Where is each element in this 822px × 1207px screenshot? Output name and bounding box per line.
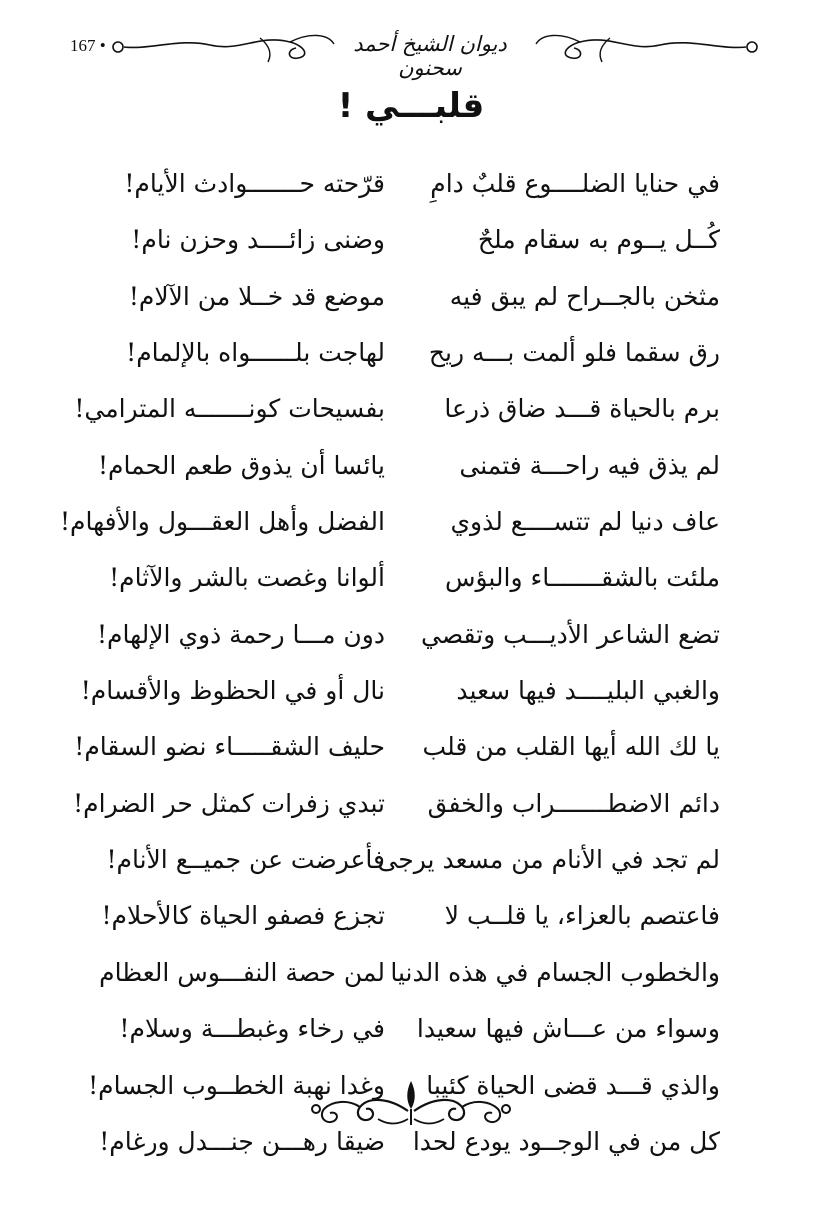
verse-second-hemistich: ألوانا وغصت بالشر والآثام! [109,563,385,593]
end-ornament-icon [308,1075,514,1135]
verse-second-hemistich: دون مـــا رحمة ذوي الإلهام! [97,619,385,649]
verse-second-hemistich: في رخاء وغبطـــة وسلام! [119,1014,385,1044]
verse-second-hemistich: نال أو في الحظوظ والأقسام! [80,676,385,706]
verse [74,387,720,443]
verse-second-hemistich: حليف الشقـــــاء نضو السقام! [74,732,385,762]
verse-second-hemistich: وضنى زائــــد وحزن نام! [131,225,385,255]
verse-second-hemistich: بفسيحات كونـــــــه المترامي! [74,394,385,424]
verse-second-hemistich: يائسا أن يذوق طعم الحمام! [98,450,385,480]
poem-title: قلبـــي ! [337,86,485,126]
verse-first-hemistich: كُــل يــوم به سقام ملحٌ [477,225,720,255]
verse [80,669,720,725]
running-title: ديوان الشيخ أحمد سحنون [353,32,507,80]
verse [108,162,720,218]
verse-second-hemistich: فأعرضت عن جميــع الأنام! [106,845,385,875]
verse-second-hemistich: تجزع فصفو الحياة كالأحلام! [101,901,385,931]
verse [98,444,720,500]
verse-second-hemistich: موضع قد خــلا من الآلام! [128,281,385,311]
verse-first-hemistich: تضع الشاعر الأديـــب وتقصي [421,619,720,649]
verse-first-hemistich: ملئت بالشقـــــــاء والبؤس [444,563,720,593]
verse-first-hemistich: في حنايا الضلــــوع قلبٌ دامِ [430,169,720,198]
verse-second-hemistich: وغدا نهبة الخطــوب الجسام! [88,1070,385,1100]
verse [101,894,720,950]
verse-first-hemistich: لم تجد في الأنام من مسعد يرجى [377,845,720,875]
verse [108,218,720,274]
page-number: 167 • [70,36,106,55]
flourish-left-icon [110,28,340,68]
page-header [70,28,760,80]
verse [108,1007,720,1063]
verse [108,838,720,894]
flourish-right-icon [530,28,760,68]
verse-first-hemistich: عاف دنيا لم تتســــع لذوي [450,507,720,537]
verse [59,500,720,556]
verse [74,725,720,781]
verse [73,782,720,838]
verse-second-hemistich: قرّحته حـــــــوادث الأيام! [124,169,385,198]
verse [108,556,720,612]
verse-second-hemistich: تبدي زفرات كمثل حر الضرام! [73,788,385,818]
verse-second-hemistich: لمن حصة النفـــوس العظام [99,957,385,987]
verse [108,275,720,331]
verse-first-hemistich: والذي قـــد قضى الحياة كئيبا [426,1070,720,1100]
verse-first-hemistich: كل من في الوجــود يودع لحدا [412,1126,720,1156]
verse [99,951,720,1007]
verse-first-hemistich: برم بالحياة قـــد ضاق ذرعا [444,394,720,424]
verse [108,331,720,387]
verse-first-hemistich: وسواء من عـــاش فيها سعيدا [416,1014,720,1044]
verse-first-hemistich: والغبي البليــــد فيها سعيد [456,676,720,706]
verse-first-hemistich: دائم الاضطـــــــراب والخفق [427,788,720,818]
verse-second-hemistich: لهاجت بلــــــواه بالإلمام! [126,338,385,368]
verse-second-hemistich: الفضل وأهل العقـــول والأفهام! [59,507,385,537]
verse [97,613,720,669]
verse-second-hemistich: ضيقا رهـــن جنـــدل ورغام! [99,1126,385,1156]
verse-first-hemistich: يا لك الله أيها القلب من قلب [422,732,720,762]
verse-first-hemistich: رق سقما فلو ألمت بـــه ريح [428,338,720,368]
verse-first-hemistich: مثخن بالجــراح لم يبق فيه [449,281,720,311]
verse-first-hemistich: والخطوب الجسام في هذه الدنيا [390,957,720,987]
verse-first-hemistich: فاعتصم بالعزاء، يا قلــب لا [444,901,720,931]
verse-first-hemistich: لم يذق فيه راحـــة فتمنى [459,450,720,480]
poem-body [59,162,720,1176]
